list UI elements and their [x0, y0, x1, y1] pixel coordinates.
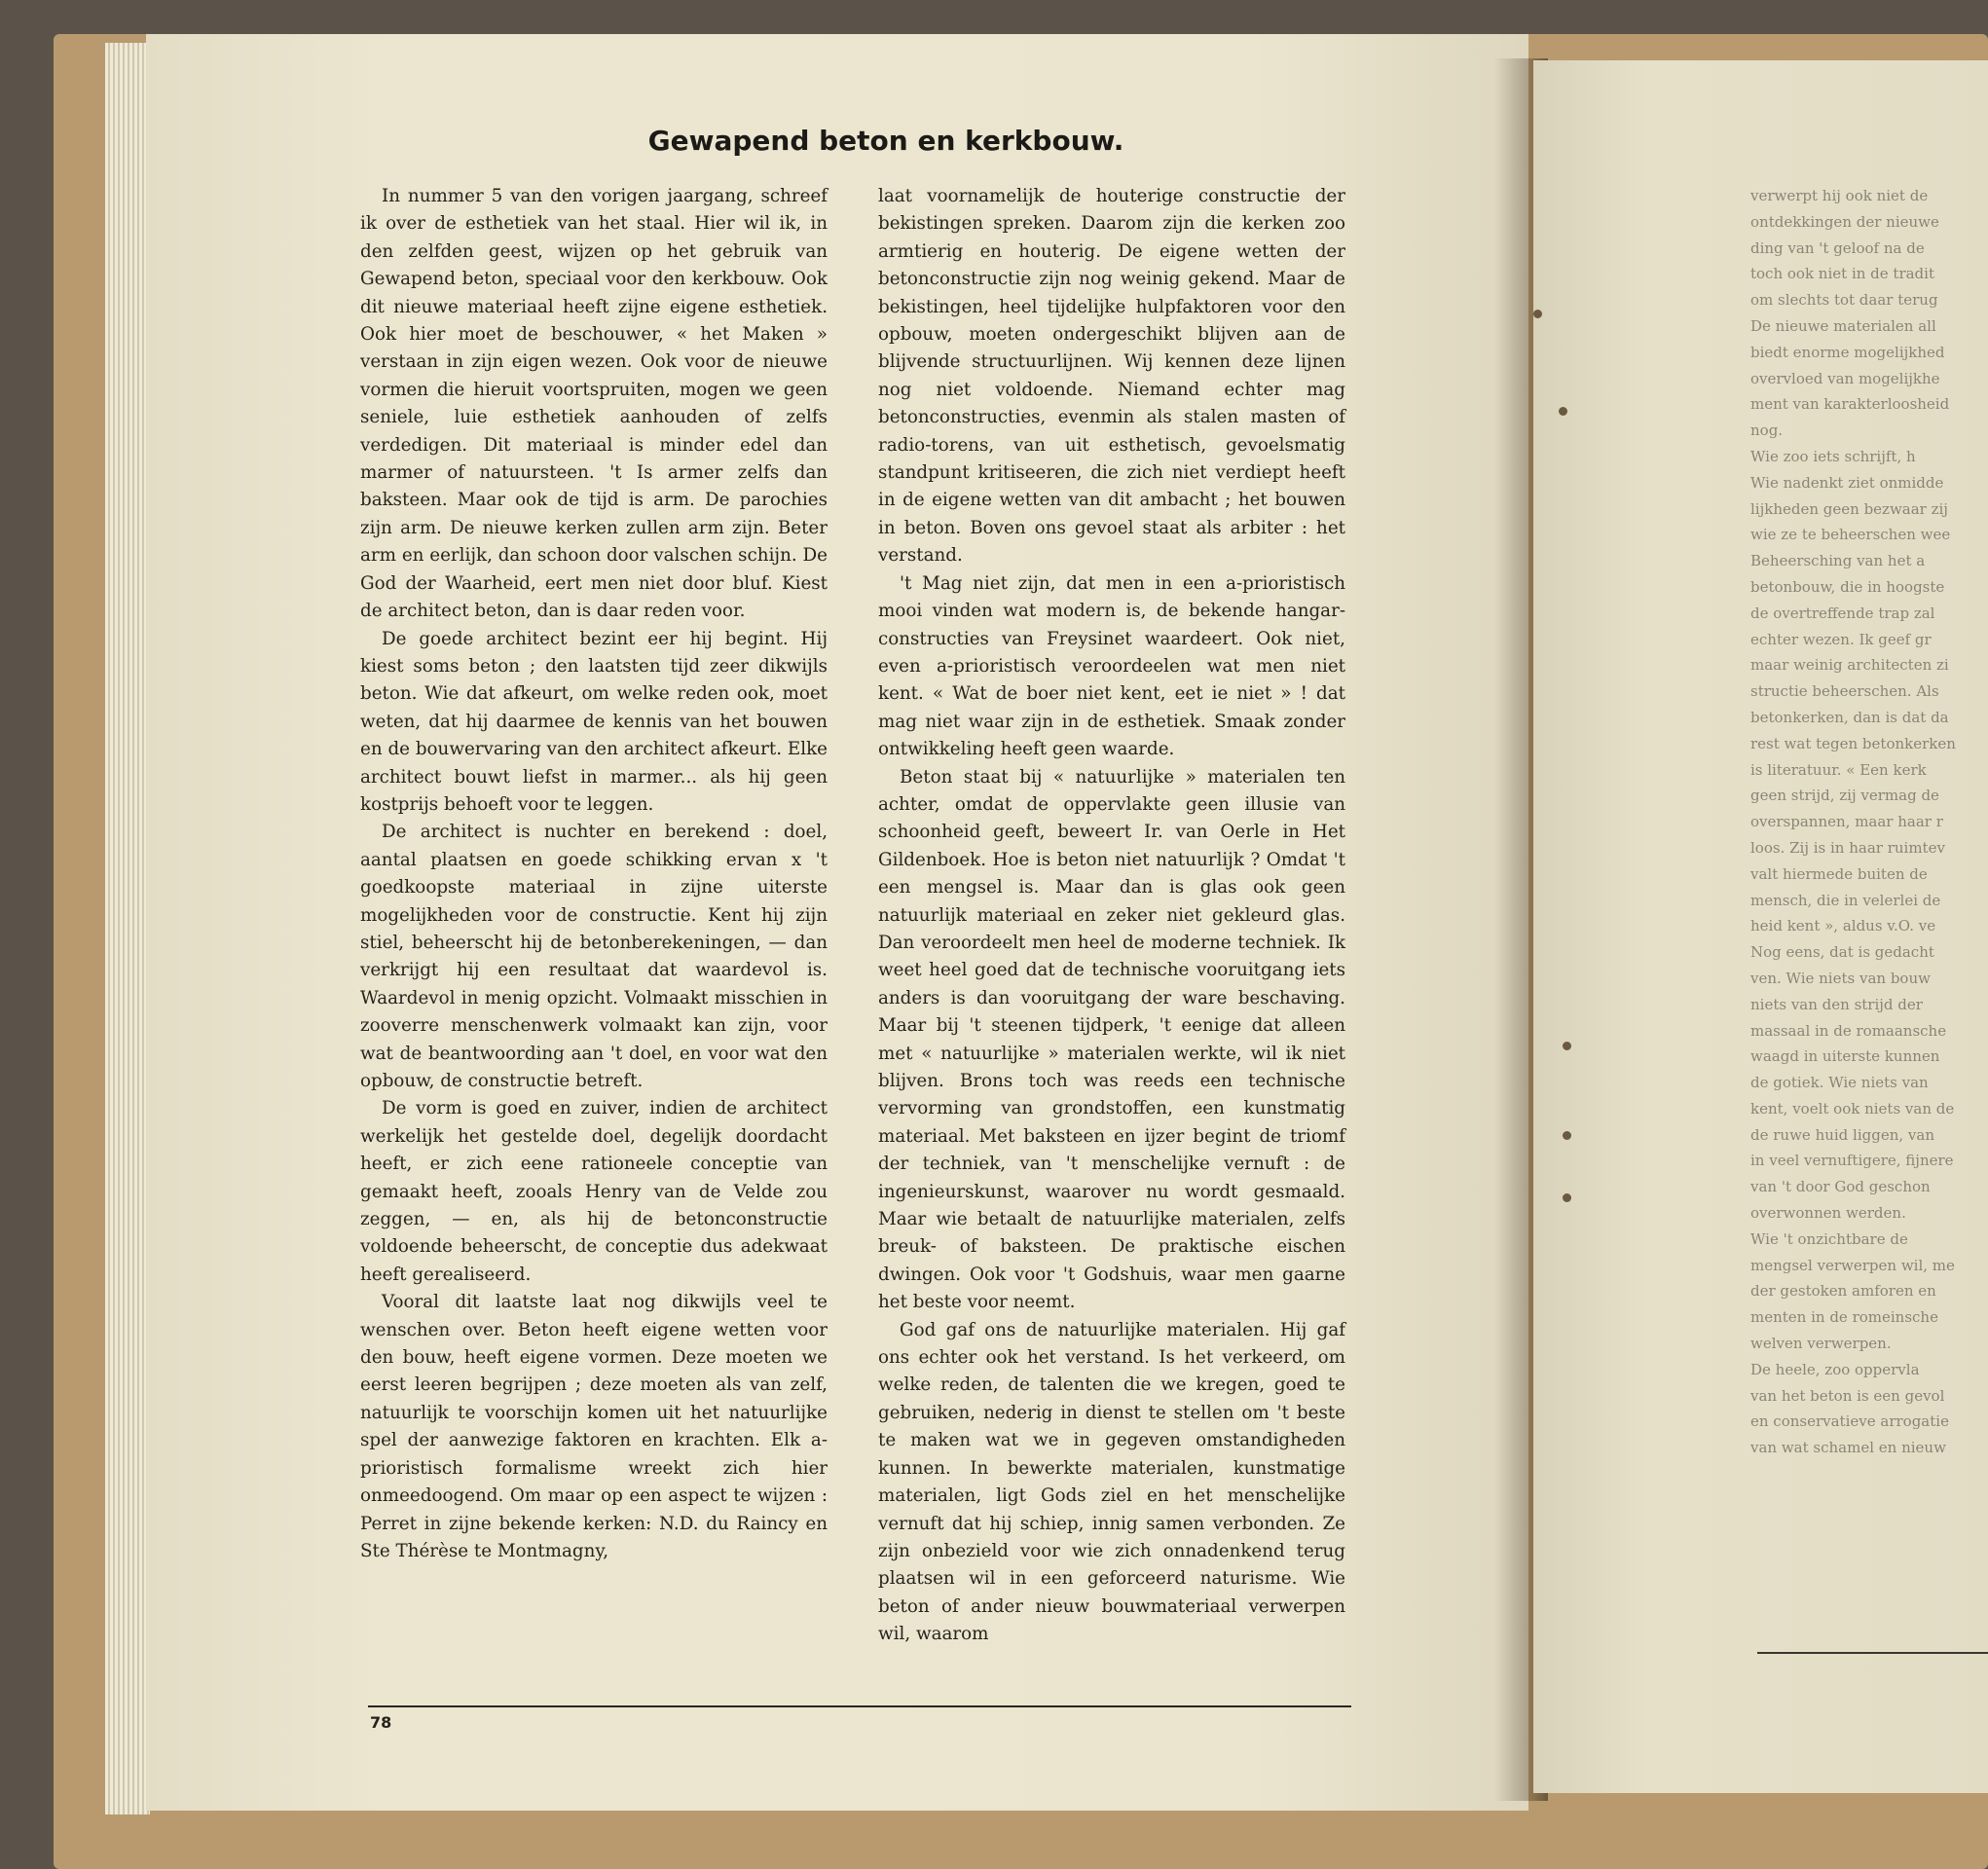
right-page-line: ontdekkingen der nieuwe — [1750, 212, 1939, 231]
right-page-line: om slechts tot daar terug — [1750, 291, 1938, 310]
right-page-line: mengsel verwerpen wil, me — [1750, 1256, 1955, 1274]
right-page-line: loos. Zij is in haar ruimtev — [1750, 838, 1945, 857]
right-page-line: Wie nadenkt ziet onmidde — [1750, 473, 1944, 492]
right-page-line: heid kent », aldus v.O. ve — [1750, 917, 1936, 935]
footer-rule — [368, 1705, 1351, 1707]
right-page-line: valt hiermede buiten de — [1750, 864, 1928, 883]
text-column-middle — [878, 183, 1345, 1649]
right-page-line: Nog eens, dat is gedacht — [1750, 943, 1934, 962]
right-page-line: mensch, die in velerlei de — [1750, 891, 1941, 909]
right-page-line: van wat schamel en nieuw — [1750, 1439, 1946, 1457]
right-page-line: kent, voelt ook niets van de — [1750, 1099, 1955, 1118]
right-page-line: en conservatieve arrogatie — [1750, 1412, 1949, 1431]
right-page-line: de ruwe huid liggen, van — [1750, 1125, 1935, 1144]
right-page-line: welven verwerpen. — [1750, 1335, 1892, 1353]
paragraph: In nummer 5 van den vorigen jaargang, schreef ik over de esthetiek van het staal. Hier wil ik, in den zelfden geest, wijzen op het gebruik van Gewapend beton, speciaal voor den kerkbouw. Ook dit nieuwe materiaal heeft zijne eigene esthetiek. Ook hier moet de beschouwer, « het Maken » verstaan in zijn eigen wezen. Ook voor de nieuwe vormen die hieruit voortspruiten, mogen we geen seniele, luie esthetiek aanhouden of zelfs verdedigen. Dit materiaal is minder edel dan marmer of natuursteen. 't Is armer zelfs dan baksteen. Maar ook de tijd is arm. De parochies zijn arm. De nieuwe kerken zullen arm zijn. Beter arm en eerlijk, dan schoon door valschen schijn. De God der Waarheid, eert men niet door bluf. Kiest de architect beton, dan is daar reden voor. — [360, 186, 828, 622]
right-page-line: lijkheden geen bezwaar zij — [1750, 499, 1948, 518]
right-page-line: der gestoken amforen en — [1750, 1282, 1936, 1301]
right-page-line: is literatuur. « Een kerk — [1750, 760, 1927, 779]
right-page-line: van 't door God geschon — [1750, 1178, 1931, 1196]
paragraph: De vorm is goed en zuiver, indien de architect werkelijk het gestelde doel, degelijk doordacht heeft, er zich eene rationeele conceptie van gemaakt heeft, zooals Henry van de Velde zou zeggen, — en, als hij de betonconstructie voldoende beheerscht, de conceptie dus adekwaat heeft gerealiseerd. — [360, 1098, 828, 1285]
right-page-line: biedt enorme mogelijkhed — [1750, 343, 1945, 361]
right-page-line: rest wat tegen betonkerken — [1750, 734, 1956, 752]
right-page-line: menten in de romeinsche — [1750, 1308, 1938, 1327]
page-edges — [105, 43, 150, 1814]
binding-hole — [1563, 1131, 1571, 1140]
right-page-line: massaal in de romaansche — [1750, 1021, 1947, 1040]
paragraph: De goede architect bezint eer hij begint. Hij kiest soms beton ; den laatsten tijd zeer dikwijls beton. Wie dat afkeurt, om welke reden ook, moet weten, dat hij daarmee de kennis van het bouwen en de bouwervaring van den architect afkeurt. Elke architect bouwt liefst in marmer... als hij geen kostprijs behoeft voor te leggen. — [360, 628, 828, 815]
binding-hole — [1563, 1042, 1571, 1050]
right-page-line: overwonnen werden. — [1750, 1204, 1906, 1223]
right-page-line: Beheersching van het a — [1750, 552, 1926, 570]
right-page-line: echter wezen. Ik geef gr — [1750, 630, 1932, 648]
page-number: 78 — [370, 1713, 392, 1732]
right-page-line: structie beheerschen. Als — [1750, 682, 1939, 701]
article-title: Gewapend beton en kerkbouw. — [647, 125, 1124, 157]
right-page-line: Wie 't onzichtbare de — [1750, 1229, 1908, 1248]
right-page-line: toch ook niet in de tradit — [1750, 265, 1934, 283]
right-page-line: wie ze te beheerschen wee — [1750, 526, 1951, 544]
right-page-line: ven. Wie niets van bouw — [1750, 969, 1931, 987]
binding-hole — [1563, 1193, 1571, 1202]
right-page-line: betonbouw, die in hoogste — [1750, 577, 1945, 596]
right-page-line: geen strijd, zij vermag de — [1750, 787, 1939, 805]
binding-hole — [1559, 407, 1567, 416]
right-page-line: De heele, zoo oppervla — [1750, 1360, 1920, 1378]
right-page-line: waagd in uiterste kunnen — [1750, 1047, 1940, 1066]
text-column-right-cropped — [1750, 183, 1988, 1461]
paragraph: God gaf ons de natuurlijke materialen. Hij gaf ons echter ook het verstand. Is het verkeerd, om welke reden, de talenten die we kregen, goed te gebruiken, nederig in dienst te stellen om 't beste te maken wat we in gegeven omstandigheden kunnen. In bewerkte materialen, kunstmatige materialen, ligt Gods ziel en het menschelijke vernuft dat hij schiep, innig samen verbonden. Ze zijn onbezield voor wie zich onnadenkend terug plaatsen wil in een geforceerd naturisme. Wie beton of ander nieuw bouwmateriaal verwerpen wil, waarom — [878, 1319, 1345, 1645]
right-page-line: Wie zoo iets schrijft, h — [1750, 447, 1916, 465]
text-column-left — [360, 183, 828, 1565]
right-page-line: verwerpt hij ook niet de — [1750, 187, 1929, 204]
right-page-line: maar weinig architecten zi — [1750, 656, 1949, 675]
right-page-line: overvloed van mogelijkhe — [1750, 369, 1940, 387]
paragraph: De architect is nuchter en berekend : doel, aantal plaatsen en goede schikking ervan x 't goedkoopste materiaal in zijne uiterste mogelijkheden voor de constructie. Kent hij zijn stiel, beheerscht hij de betonberekeningen, — dan verkrijgt hij een resultaat dat waardevol is. Waardevol in menig opzicht. Volmaakt misschien in zooverre menschenwerk volmaakt kan zijn, voor wat de beantwoording aan 't doel, en voor wat den opbouw, de constructie betreft. — [360, 822, 828, 1091]
right-page-line: nog. — [1750, 421, 1784, 440]
right-page-rule — [1757, 1652, 1988, 1654]
paragraph: 't Mag niet zijn, dat men in een a-prioristisch mooi vinden wat modern is, de bekende hangar-constructies van Freysinet waardeert. Ook niet, even a-prioristisch veroordeelen wat men niet kent. « Wat de boer niet kent, eet ie niet » ! dat mag niet waar zijn in de esthetiek. Smaak zonder ontwikkeling heeft geen waarde. — [878, 572, 1345, 760]
right-page-line: ment van karakterloosheid — [1750, 395, 1950, 414]
right-page-line: betonkerken, dan is dat da — [1750, 708, 1949, 726]
paragraph: laat voornamelijk de houterige constructie der bekistingen spreken. Daarom zijn die kerken zoo armtierig en houterig. De eigene wetten der betonconstructie zijn nog weinig gekend. Maar de bekistingen, heel tijdelijke hulpfaktoren voor den opbouw, moeten ondergeschikt blijven aan de blijvende structuurlijnen. Wij kennen deze lijnen nog niet voldoende. Niemand echter mag betonconstructies, evenmin als stalen masten of radio-torens, van uit esthetisch, gevoelsmatig standpunt kritiseeren, die zich niet verdiept heeft in de eigene wetten van dit ambacht ; het bouwen in beton. Boven ons gevoel staat als arbiter : het verstand. — [878, 186, 1345, 567]
paragraph: Vooral dit laatste laat nog dikwijls veel te wenschen over. Beton heeft eigene wetten voor den bouw, heeft eigene vormen. Deze moeten we eerst leeren begrijpen ; deze moeten als van zelf, natuurlijk te voorschijn komen uit het natuurlijke spel der aanwezige faktoren en krachten. Elk a-prioristisch formalisme wreekt zich hier onmeedoogend. Om maar op een aspect te wijzen : Perret in zijne bekende kerken: N.D. du Raincy en Ste Thérèse te Montmagny, — [360, 1292, 828, 1561]
right-page-line: niets van den strijd der — [1750, 995, 1923, 1013]
right-page-line: De nieuwe materialen all — [1750, 316, 1936, 335]
right-page-line: in veel vernuftigere, fijnere — [1750, 1152, 1954, 1170]
right-page-line: overspannen, maar haar r — [1750, 813, 1943, 831]
right-page-line: de gotiek. Wie niets van — [1750, 1074, 1929, 1092]
right-page-line: de overtreffende trap zal — [1750, 604, 1935, 622]
paragraph: Beton staat bij « natuurlijke » materialen ten achter, omdat de oppervlakte geen illusie van schoonheid geeft, beweert Ir. van Oerle in Het Gildenboek. Hoe is beton niet natuurlijk ? Omdat 't een mengsel is. Maar dan is glas ook geen natuurlijk materiaal en zeker niet gekleurd glas. Dan veroordeelt men heel de moderne techniek. Ik weet heel goed dat de technische vooruitgang iets anders is dan vooruitgang der ware beschaving. Maar bij 't steenen tijdperk, 't eenige dat alleen met « natuurlijke » materialen werkte, wil ik niet blijven. Brons toch was reeds een technische vervorming van grondstoffen, een kunstmatig materiaal. Met baksteen en ijzer begint de triomf der techniek, van 't menschelijke vernuft : de ingenieurskunst, waarover nu wordt gesmaald. Maar wie betaalt de natuurlijke materialen, zelfs breuk- of baksteen. De praktische eischen dwingen. Ook voor 't Godshuis, waar men gaarne het beste voor neemt. — [878, 766, 1345, 1313]
right-page-line: ding van 't geloof na de — [1750, 238, 1925, 257]
right-page-line: van het beton is een gevol — [1750, 1386, 1945, 1405]
binding-hole — [1533, 310, 1542, 318]
